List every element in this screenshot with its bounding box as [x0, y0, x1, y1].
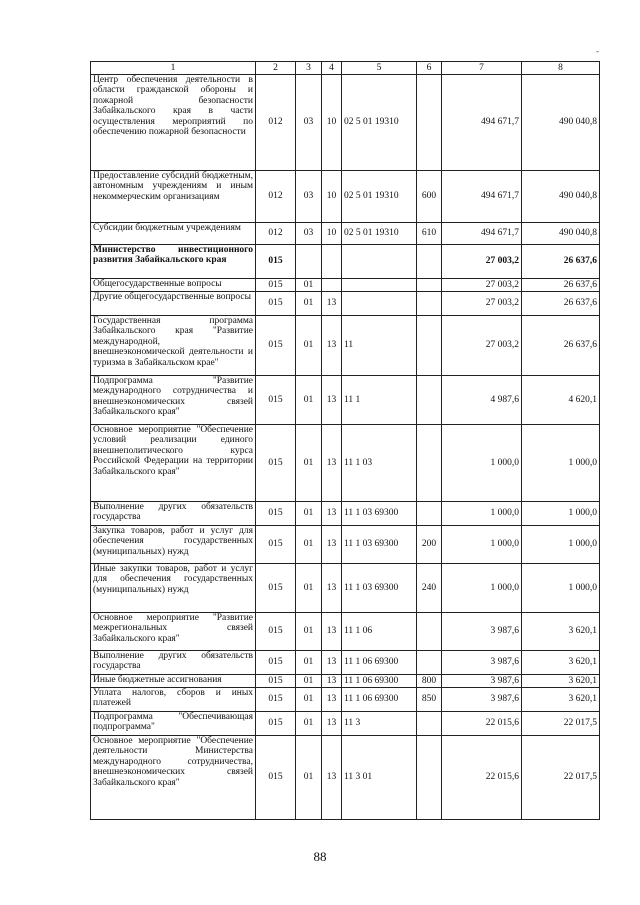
- table-row: [91, 245, 600, 279]
- column-header: 4: [322, 62, 342, 75]
- amount-2022-cell: 4 987,6: [442, 376, 522, 425]
- amount-2022-cell: 27 003,2: [442, 316, 522, 376]
- expense-type-cell: [417, 613, 442, 651]
- subsection-cell: 13: [322, 613, 342, 651]
- row-name-cell: Закупка товаров, работ и услуг для обеспечения государственных (муниципальных) нужд: [91, 526, 256, 564]
- section-cell: 01: [296, 564, 322, 613]
- amount-2023-cell: 3 620,1: [522, 675, 600, 688]
- table-row: [91, 279, 600, 292]
- target-article-cell: 11 1 06 69300: [342, 688, 417, 712]
- row-name-cell: Основное мероприятие "Обеспечение деятельности Министерства международного сотрудничества, внешнеэкономических связей Забайкальского края": [91, 736, 256, 820]
- row-name-cell: Уплата налогов, сборов и иных платежей: [91, 688, 256, 712]
- column-header: 2: [256, 62, 296, 75]
- admin-code-cell: 015: [256, 564, 296, 613]
- corner-mark: -: [596, 46, 599, 56]
- amount-2023-cell: 1 000,0: [522, 526, 600, 564]
- section-cell: 01: [296, 316, 322, 376]
- row-name-cell: Общегосударственные вопросы: [91, 279, 256, 292]
- target-article-cell: [342, 245, 417, 279]
- section-cell: 01: [296, 502, 322, 526]
- section-cell: 03: [296, 75, 322, 171]
- subsection-cell: 10: [322, 75, 342, 171]
- amount-2022-cell: 22 015,6: [442, 736, 522, 820]
- expense-type-cell: 200: [417, 526, 442, 564]
- expense-type-cell: [417, 279, 442, 292]
- table-row: [91, 688, 600, 712]
- expense-type-cell: 240: [417, 564, 442, 613]
- amount-2023-cell: 1 000,0: [522, 564, 600, 613]
- table-row: [91, 736, 600, 820]
- section-cell: 01: [296, 425, 322, 502]
- amount-2023-cell: 22 017,5: [522, 736, 600, 820]
- row-name-cell: Субсидии бюджетным учреждениям: [91, 223, 256, 245]
- budget-table: [90, 61, 600, 820]
- subsection-cell: [322, 245, 342, 279]
- subsection-cell: 10: [322, 171, 342, 223]
- row-name-cell: Основное мероприятие "Обеспечение условий реализации единого внешнеполитического курса Российской Федерации на территории Забайкальского края": [91, 425, 256, 502]
- subsection-cell: 13: [322, 564, 342, 613]
- amount-2023-cell: 490 040,8: [522, 75, 600, 171]
- target-article-cell: [342, 292, 417, 316]
- admin-code-cell: 015: [256, 245, 296, 279]
- amount-2022-cell: 3 987,6: [442, 688, 522, 712]
- column-header: 3: [296, 62, 322, 75]
- section-cell: 01: [296, 613, 322, 651]
- expense-type-cell: [417, 376, 442, 425]
- amount-2023-cell: 22 017,5: [522, 712, 600, 736]
- target-article-cell: 02 5 01 19310: [342, 223, 417, 245]
- section-cell: 01: [296, 688, 322, 712]
- section-cell: 01: [296, 292, 322, 316]
- table-row: [91, 613, 600, 651]
- target-article-cell: 11 1 03 69300: [342, 502, 417, 526]
- section-cell: 01: [296, 675, 322, 688]
- subsection-cell: 13: [322, 502, 342, 526]
- subsection-cell: 13: [322, 736, 342, 820]
- amount-2023-cell: 1 000,0: [522, 425, 600, 502]
- expense-type-cell: [417, 651, 442, 675]
- expense-type-cell: [417, 425, 442, 502]
- amount-2022-cell: 1 000,0: [442, 425, 522, 502]
- row-name-cell: Подпрограмма "Обеспечивающая подпрограмма": [91, 712, 256, 736]
- amount-2023-cell: 26 637,6: [522, 316, 600, 376]
- amount-2023-cell: 490 040,8: [522, 223, 600, 245]
- amount-2022-cell: 494 671,7: [442, 75, 522, 171]
- admin-code-cell: 012: [256, 171, 296, 223]
- expense-type-cell: [417, 316, 442, 376]
- table-row: [91, 316, 600, 376]
- amount-2022-cell: 27 003,2: [442, 292, 522, 316]
- amount-2023-cell: 3 620,1: [522, 651, 600, 675]
- section-cell: 01: [296, 279, 322, 292]
- subsection-cell: 13: [322, 526, 342, 564]
- expense-type-cell: [417, 245, 442, 279]
- admin-code-cell: 015: [256, 688, 296, 712]
- subsection-cell: 13: [322, 376, 342, 425]
- admin-code-cell: 015: [256, 712, 296, 736]
- amount-2023-cell: 3 620,1: [522, 688, 600, 712]
- amount-2023-cell: 1 000,0: [522, 502, 600, 526]
- column-header: 6: [417, 62, 442, 75]
- row-name-cell: Выполнение других обязательств государства: [91, 502, 256, 526]
- amount-2022-cell: 1 000,0: [442, 526, 522, 564]
- column-header: 5: [342, 62, 417, 75]
- column-header: 1: [91, 62, 256, 75]
- row-name-cell: Подпрограмма "Развитие международного сотрудничества и внешнеэкономических связей Забайкальского края": [91, 376, 256, 425]
- target-article-cell: 11 1 06: [342, 613, 417, 651]
- row-name-cell: Иные закупки товаров, работ и услуг для обеспечения государственных (муниципальных) нужд: [91, 564, 256, 613]
- table-row: [91, 651, 600, 675]
- table-row: [91, 425, 600, 502]
- column-header: 8: [522, 62, 600, 75]
- section-cell: 01: [296, 651, 322, 675]
- expense-type-cell: [417, 292, 442, 316]
- section-cell: [296, 245, 322, 279]
- amount-2022-cell: 3 987,6: [442, 613, 522, 651]
- subsection-cell: 13: [322, 712, 342, 736]
- admin-code-cell: 015: [256, 736, 296, 820]
- section-cell: 03: [296, 171, 322, 223]
- subsection-cell: [322, 279, 342, 292]
- target-article-cell: 02 5 01 19310: [342, 75, 417, 171]
- table-row: [91, 502, 600, 526]
- table-row: [91, 526, 600, 564]
- subsection-cell: 13: [322, 675, 342, 688]
- table-row: [91, 712, 600, 736]
- amount-2022-cell: 3 987,6: [442, 675, 522, 688]
- row-name-cell: Выполнение других обязательств государства: [91, 651, 256, 675]
- admin-code-cell: 015: [256, 502, 296, 526]
- section-cell: 03: [296, 223, 322, 245]
- amount-2023-cell: 26 637,6: [522, 279, 600, 292]
- subsection-cell: 13: [322, 688, 342, 712]
- target-article-cell: 11 1 03: [342, 425, 417, 502]
- section-cell: 01: [296, 712, 322, 736]
- section-cell: 01: [296, 526, 322, 564]
- target-article-cell: 11 1 03 69300: [342, 564, 417, 613]
- amount-2022-cell: 1 000,0: [442, 502, 522, 526]
- expense-type-cell: [417, 736, 442, 820]
- target-article-cell: 02 5 01 19310: [342, 171, 417, 223]
- amount-2022-cell: 1 000,0: [442, 564, 522, 613]
- amount-2023-cell: 3 620,1: [522, 613, 600, 651]
- admin-code-cell: 015: [256, 651, 296, 675]
- subsection-cell: 13: [322, 651, 342, 675]
- admin-code-cell: 015: [256, 613, 296, 651]
- admin-code-cell: 012: [256, 75, 296, 171]
- admin-code-cell: 015: [256, 292, 296, 316]
- subsection-cell: 10: [322, 223, 342, 245]
- admin-code-cell: 015: [256, 675, 296, 688]
- row-name-cell: Иные бюджетные ассигнования: [91, 675, 256, 688]
- table-row: [91, 564, 600, 613]
- amount-2022-cell: 27 003,2: [442, 245, 522, 279]
- target-article-cell: 11: [342, 316, 417, 376]
- table-row: [91, 223, 600, 245]
- target-article-cell: 11 1 06 69300: [342, 675, 417, 688]
- target-article-cell: 11 3 01: [342, 736, 417, 820]
- admin-code-cell: 015: [256, 526, 296, 564]
- amount-2023-cell: 26 637,6: [522, 292, 600, 316]
- subsection-cell: 13: [322, 292, 342, 316]
- target-article-cell: 11 1 03 69300: [342, 526, 417, 564]
- target-article-cell: 11 3: [342, 712, 417, 736]
- amount-2022-cell: 494 671,7: [442, 171, 522, 223]
- target-article-cell: [342, 279, 417, 292]
- page-number: 88: [313, 849, 327, 864]
- admin-code-cell: 015: [256, 279, 296, 292]
- table-row: [91, 171, 600, 223]
- row-name-cell: Государственная программа Забайкальского края "Развитие международной, внешнеэкономической деятельности и туризма в Забайкальском крае": [91, 316, 256, 376]
- amount-2023-cell: 490 040,8: [522, 171, 600, 223]
- expense-type-cell: [417, 75, 442, 171]
- expense-type-cell: [417, 502, 442, 526]
- amount-2022-cell: 22 015,6: [442, 712, 522, 736]
- subsection-cell: 13: [322, 425, 342, 502]
- row-name-cell: Центр обеспечения деятельности в области гражданской обороны и пожарной безопасности Забайкальского края в части осуществления мероприятий по обеспечению пожарной безопасности: [91, 75, 256, 171]
- amount-2022-cell: 3 987,6: [442, 651, 522, 675]
- amount-2022-cell: 27 003,2: [442, 279, 522, 292]
- table-row: [91, 376, 600, 425]
- header-row: [91, 62, 600, 75]
- table-row: [91, 75, 600, 171]
- admin-code-cell: 015: [256, 425, 296, 502]
- table-row: [91, 675, 600, 688]
- section-cell: 01: [296, 376, 322, 425]
- expense-type-cell: [417, 712, 442, 736]
- row-name-cell: Министерство инвестиционного развития Забайкальского края: [91, 245, 256, 279]
- admin-code-cell: 015: [256, 376, 296, 425]
- expense-type-cell: 600: [417, 171, 442, 223]
- admin-code-cell: 015: [256, 316, 296, 376]
- table-row: [91, 292, 600, 316]
- row-name-cell: Другие общегосударственные вопросы: [91, 292, 256, 316]
- row-name-cell: Предоставление субсидий бюджетным, автономным учреждениям и иным некоммерческим организациям: [91, 171, 256, 223]
- target-article-cell: 11 1 06 69300: [342, 651, 417, 675]
- amount-2023-cell: 26 637,6: [522, 245, 600, 279]
- section-cell: 01: [296, 736, 322, 820]
- expense-type-cell: 800: [417, 675, 442, 688]
- admin-code-cell: 012: [256, 223, 296, 245]
- amount-2022-cell: 494 671,7: [442, 223, 522, 245]
- row-name-cell: Основное мероприятие "Развитие межрегиональных связей Забайкальского края": [91, 613, 256, 651]
- expense-type-cell: 850: [417, 688, 442, 712]
- subsection-cell: 13: [322, 316, 342, 376]
- expense-type-cell: 610: [417, 223, 442, 245]
- target-article-cell: 11 1: [342, 376, 417, 425]
- column-header: 7: [442, 62, 522, 75]
- amount-2023-cell: 4 620,1: [522, 376, 600, 425]
